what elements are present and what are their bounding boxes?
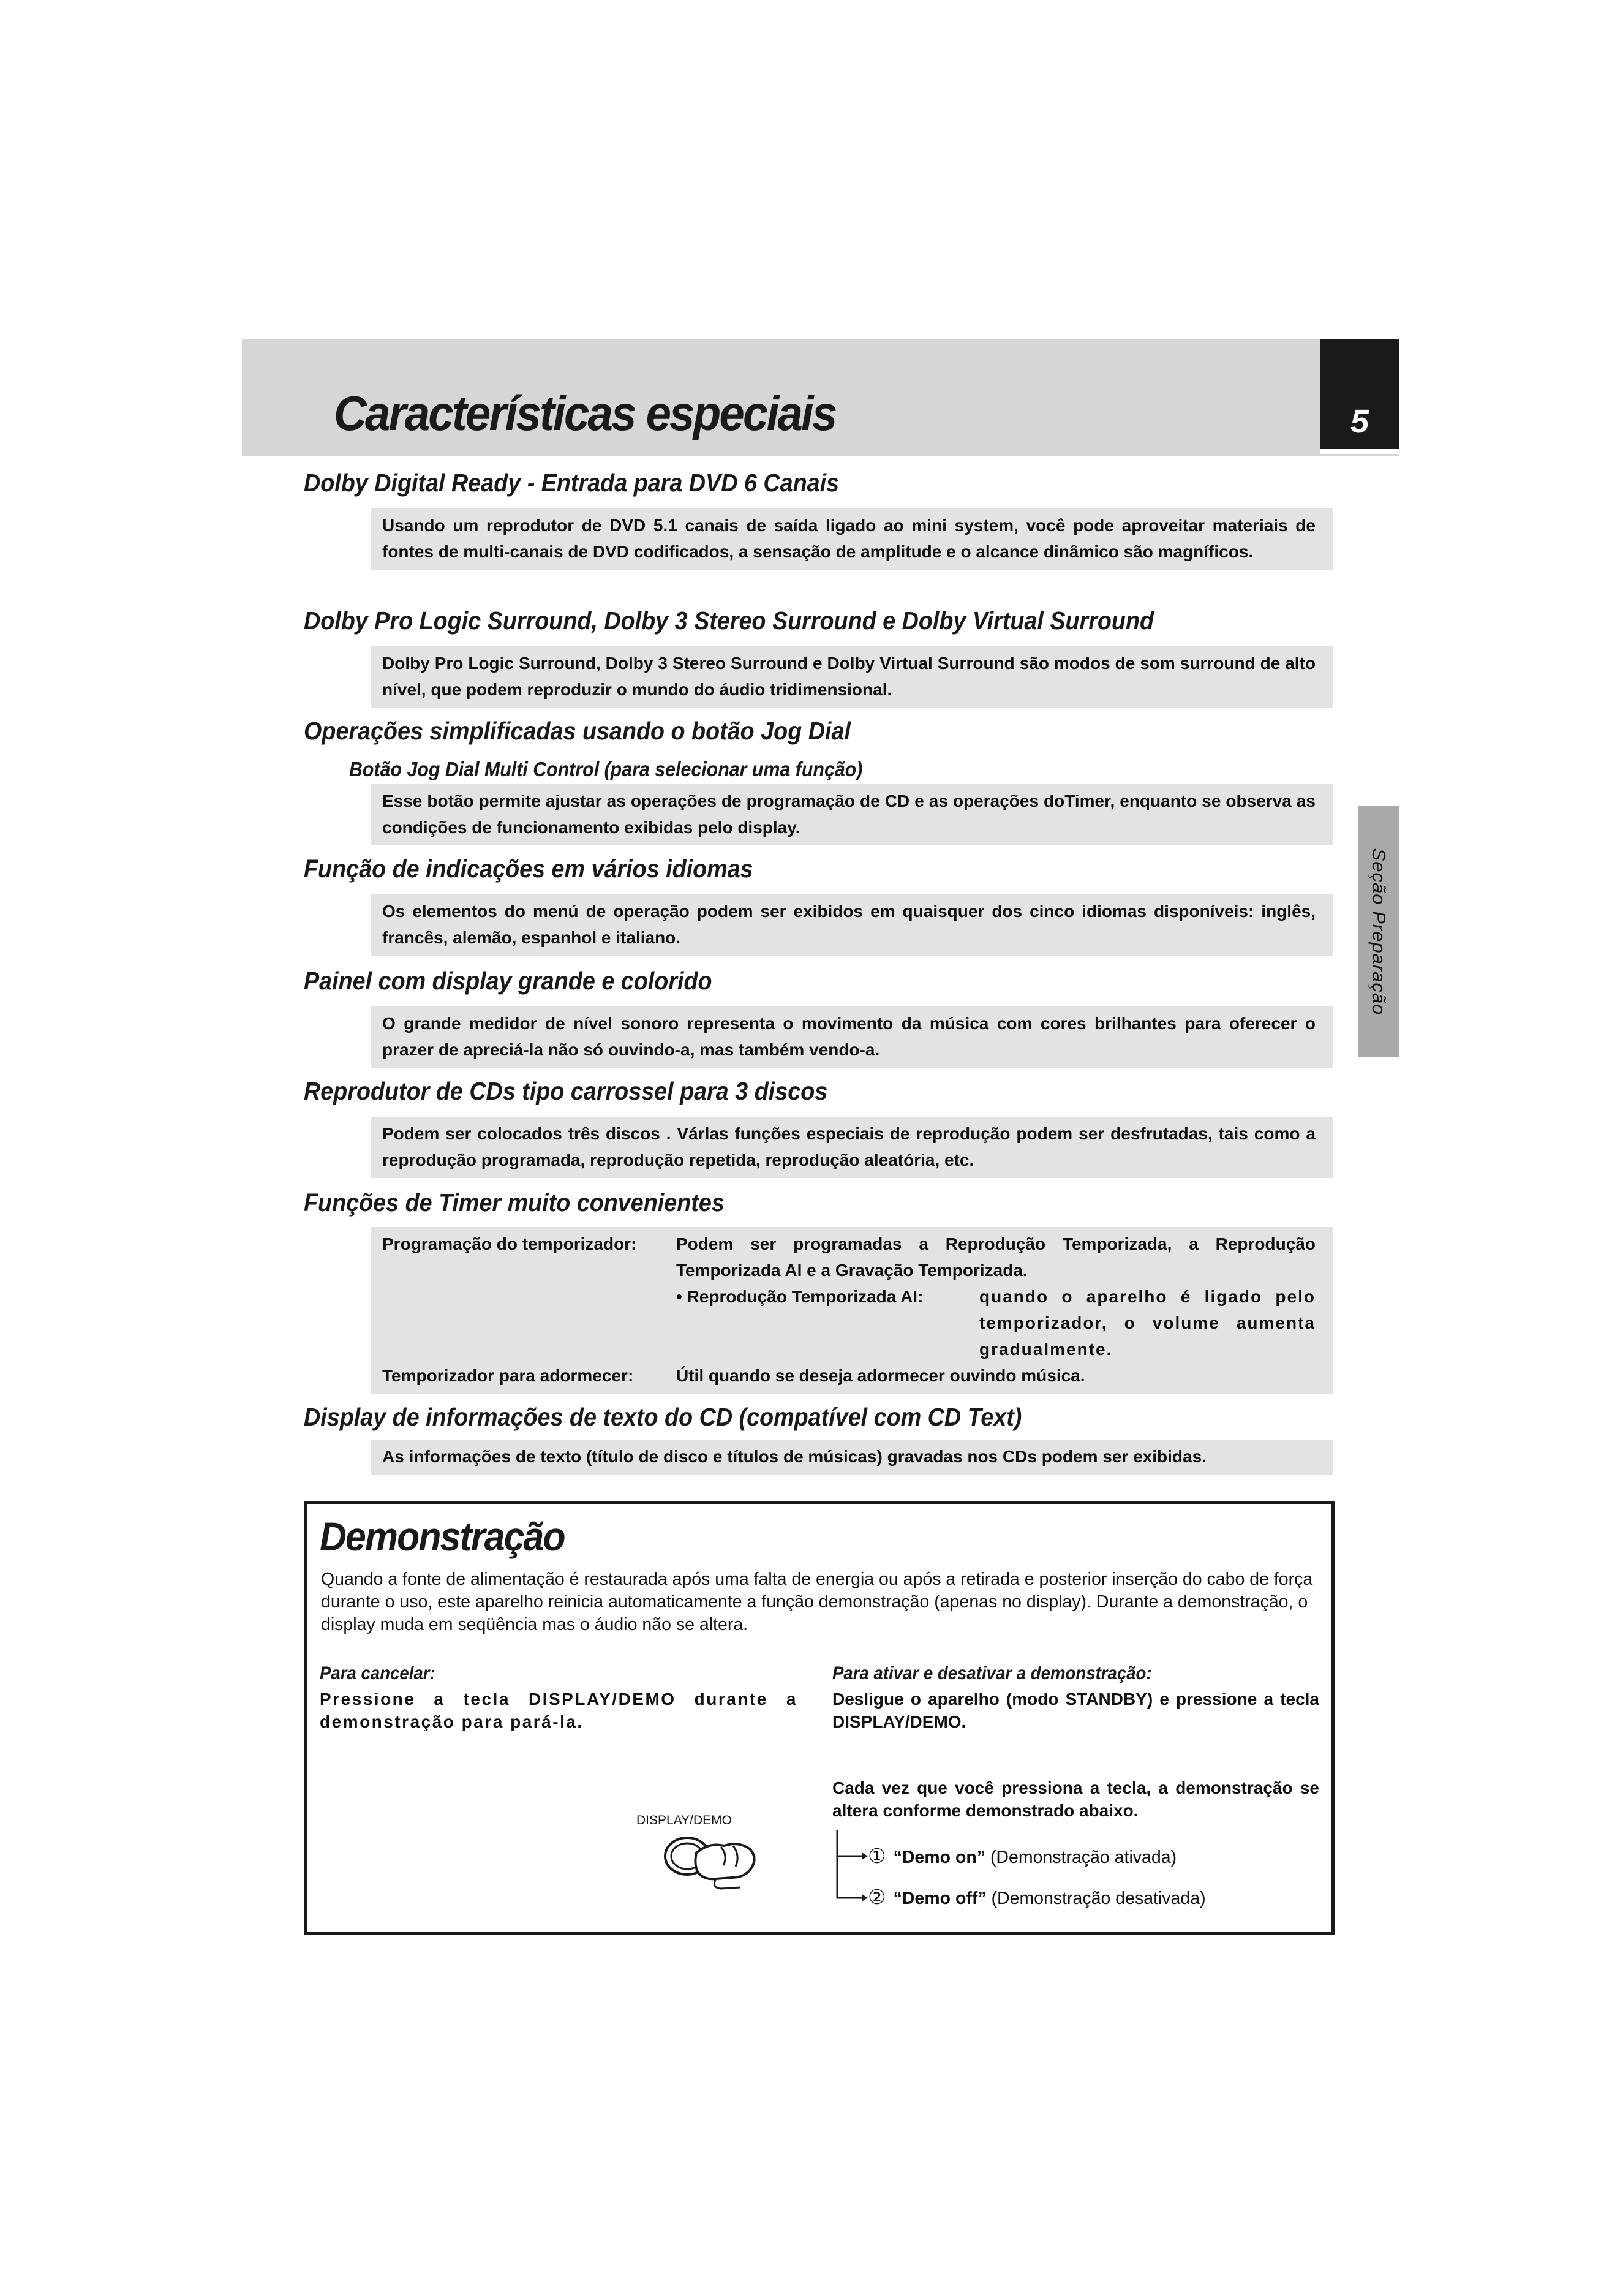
cycle-text: Cada vez que você pressiona a tecla, a demonstração se altera conforme demonstrado abaixo.	[832, 1778, 1319, 1820]
section-heading: Função de indicações em vários idiomas	[304, 855, 753, 883]
section-body	[371, 1006, 1333, 1068]
section-body	[371, 1117, 1333, 1178]
hand-pressing-button-icon	[660, 1829, 764, 1890]
section-body	[371, 646, 1333, 708]
section-body	[371, 508, 1333, 570]
timer-program-text: Podem ser programadas a Reprodução Temporizada, a Reprodução Temporizada AI e a Gravação Temporizada.	[676, 1234, 1316, 1280]
toggle-heading: Para ativar e desativar a demonstração:	[832, 1663, 1152, 1683]
timer-body	[371, 1227, 1333, 1394]
timer-sleep-text: Útil quando se deseja adormecer ouvindo música.	[676, 1366, 1085, 1385]
timer-ai-row	[676, 1283, 1316, 1362]
section-body-text: Podem ser colocados três discos . Várlas funções especiais de reprodução podem ser desfrutadas, tais como a reprodução programada, reprodução repetida, reprodução aleatória, etc.	[382, 1124, 1316, 1169]
section-body	[371, 894, 1333, 956]
section-heading: Display de informações de texto do CD (compatível com CD Text)	[304, 1403, 1022, 1431]
header-band	[242, 339, 1320, 454]
section-heading: Painel com display grande e colorido	[304, 967, 712, 995]
section-body-text: Os elementos do menú de operação podem ser exibidos em quaisquer dos cinco idiomas disponíveis: inglês, francês, alemão, espanhol e italiano.	[382, 902, 1316, 947]
section-heading: Reprodutor de CDs tipo carrossel para 3 discos	[304, 1077, 828, 1105]
demo-title: Demonstração	[320, 1514, 565, 1559]
header-divider	[242, 454, 1399, 456]
state-number: ②	[868, 1886, 886, 1908]
section-body-text: O grande medidor de nível sonoro representa o movimento da música com cores brilhantes para oferecer o prazer de apreciá-la não só ouvindo-a, mas também vendo-a.	[382, 1014, 1316, 1059]
section-side-tab	[1358, 806, 1399, 1057]
page-number: 5	[1350, 403, 1369, 440]
section-heading: Dolby Pro Logic Surround, Dolby 3 Stereo Surround e Dolby Virtual Surround	[304, 606, 1154, 635]
page-number-tab	[1320, 339, 1399, 449]
section-heading: Funções de Timer muito convenientes	[304, 1188, 725, 1217]
page-title: Características especiais	[334, 386, 836, 440]
section-body-text: Dolby Pro Logic Surround, Dolby 3 Stereo Surround e Dolby Virtual Surround são modos de som surround de alto nível, que podem reproduzir o mundo do áudio tridimensional.	[382, 654, 1316, 699]
state-desc: (Demonstração ativada)	[990, 1848, 1177, 1867]
timer-program-label: Programação do temporizador:	[382, 1234, 637, 1253]
section-body-text: Esse botão permite ajustar as operações de programação de CD e as operações doTimer, enquanto se observa as condições de funcionamento exibidas pelo display.	[382, 791, 1316, 837]
demo-state-on	[868, 1844, 1177, 1868]
timer-spacer	[382, 1283, 676, 1362]
timer-ai-text: quando o aparelho é ligado pelo temporizador, o volume aumenta gradualmente.	[979, 1287, 1316, 1359]
demo-intro: Quando a fonte de alimentação é restaurada após uma falta de energia ou após a retirada e posterior inserção do cabo de força durante o uso, este aparelho reinicia automaticamente a função demonstração (apenas no display). Durante a demonstração, o display muda em seqüência mas o áudio não se altera.	[321, 1569, 1313, 1634]
demo-box	[304, 1501, 1335, 1935]
toggle-text: Desligue o aparelho (modo STANDBY) e pressione a tecla DISPLAY/DEMO.	[832, 1690, 1319, 1731]
section-heading: Operações simplificadas usando o botão Jog Dial	[304, 717, 851, 745]
state-name: “Demo off”	[893, 1889, 987, 1908]
state-name: “Demo on”	[893, 1848, 986, 1867]
demo-state-off	[868, 1885, 1206, 1909]
state-desc: (Demonstração desativada)	[991, 1889, 1206, 1908]
section-body-text: Usando um reprodutor de DVD 5.1 canais de saída ligado ao mini system, você pode aproveitar materiais de fontes de multi-canais de DVD codificados, a sensação de amplitude e o alcance dinâmico são magníficos.	[382, 516, 1316, 561]
section-subheading: Botão Jog Dial Multi Control (para selecionar uma função)	[349, 758, 863, 780]
state-number: ①	[868, 1845, 886, 1867]
section-body-text: As informações de texto (título de disco e títulos de músicas) gravadas nos CDs podem ser exibidas.	[382, 1447, 1207, 1466]
cancel-heading: Para cancelar:	[320, 1663, 435, 1683]
section-body	[371, 784, 1333, 845]
cycle-arrow-icon	[831, 1826, 868, 1905]
cancel-text: Pressione a tecla DISPLAY/DEMO durante a demonstração para pará-la.	[320, 1690, 797, 1731]
section-body	[371, 1440, 1333, 1475]
display-demo-label: DISPLAY/DEMO	[636, 1813, 732, 1827]
timer-ai-label: • Reprodução Temporizada AI:	[676, 1287, 924, 1306]
timer-sleep-label: Temporizador para adormecer:	[382, 1366, 634, 1385]
section-heading: Dolby Digital Ready - Entrada para DVD 6 Canais	[304, 469, 840, 497]
timer-list	[382, 1231, 1316, 1389]
section-side-label: Seção Preparação	[1368, 848, 1390, 1016]
